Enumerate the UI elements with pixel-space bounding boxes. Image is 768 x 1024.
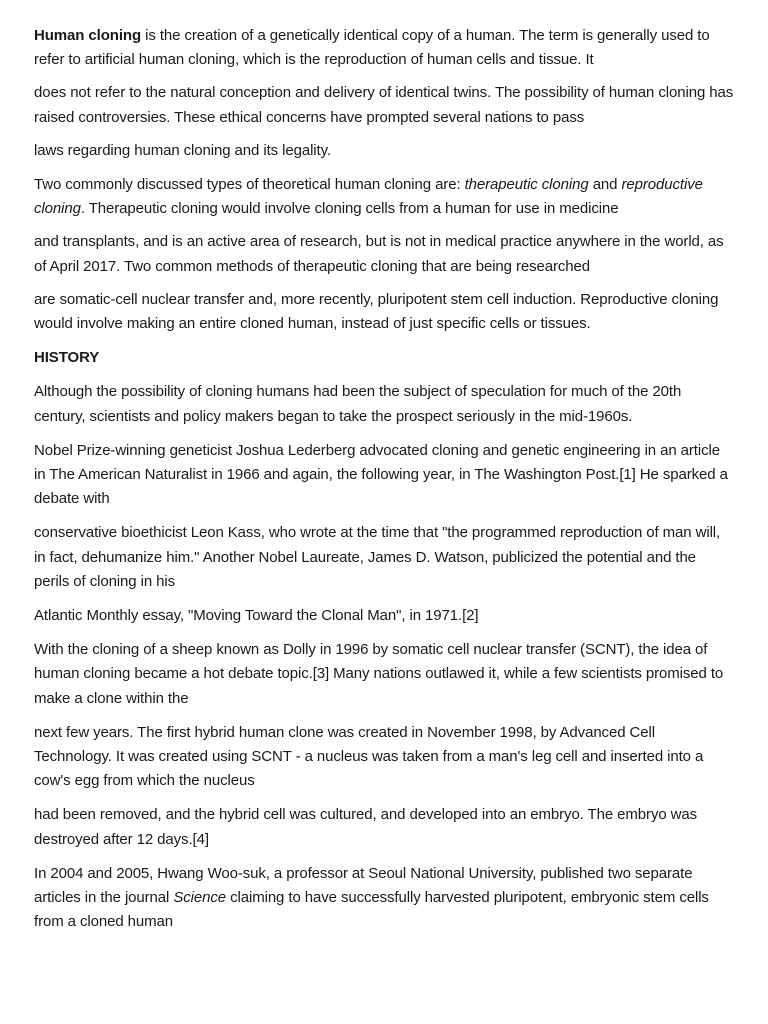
paragraph-embryo: had been removed, and the hybrid cell was cultured, and developed into an embryo. The embryo was destroyed after 12 days.[4] <box>34 806 698 848</box>
hwang-text-b: claiming to have successfully harvested pluripotent, embryonic stem cells from a cloned human <box>34 889 709 931</box>
paragraph-kass: conservative bioethicist Leon Kass, who wrote at the time that "the programmed reproduction of man will, in fact, dehumanize him." Another Nobel Laureate, James D. Watson, publicized the potential and the perils of cloning in his <box>34 524 721 590</box>
paragraph-types <box>34 173 734 221</box>
paragraph-lederberg: Nobel Prize-winning geneticist Joshua Lederberg advocated cloning and genetic engineering in an article in The American Naturalist in 1966 and again, the following year, in The Washington Post.[1] He sparked a debate with <box>34 441 728 508</box>
paragraph-hybrid-clone: next few years. The first hybrid human clone was created in November 1998, by Advanced Cell Technology. It was created using SCNT - a nucleus was taken from a man's leg cell and inserted into a cow's egg from which the nucleus <box>34 723 704 790</box>
types-text-b: and <box>588 176 622 194</box>
term-reproductive-cloning: reproductive cloning <box>34 176 703 218</box>
paragraph-speculation: Although the possibility of cloning humans had been the subject of speculation for much of the 20th century, scientists and policy makers began to take the prospect seriously in the mid-1960s. <box>34 383 682 425</box>
term-human-cloning: Human cloning <box>34 27 142 44</box>
document-page <box>34 24 734 935</box>
paragraph-hwang <box>34 862 734 935</box>
paragraph-atlantic: Atlantic Monthly essay, "Moving Toward the Clonal Man", in 1971.[2] <box>34 607 479 625</box>
paragraph-intro <box>34 24 734 72</box>
heading-history: HISTORY <box>34 349 100 367</box>
types-text-a: Two commonly discussed types of theoretical human cloning are: <box>34 176 465 194</box>
paragraph-transplants: and transplants, and is an active area of research, but is not in medical practice anywhere in the world, as of April 2017. Two common methods of therapeutic cloning that are being researched <box>34 233 724 275</box>
journal-science: Science <box>173 889 227 907</box>
paragraph-methods: are somatic-cell nuclear transfer and, more recently, pluripotent stem cell induction. Reproductive cloning would involve making an entire cloned human, instead of just specific cells or tissues. <box>34 290 719 333</box>
paragraph-twins: does not refer to the natural conception and delivery of identical twins. The possibility of human cloning has raised controversies. These ethical concerns have prompted several nations to pass <box>34 84 734 126</box>
intro-text: is the creation of a genetically identical copy of a human. The term is generally used to refer to artificial human cloning, which is the reproduction of human cells and tissue. It <box>34 27 710 69</box>
paragraph-laws: laws regarding human cloning and its legality. <box>34 141 331 159</box>
hwang-text-a: In 2004 and 2005, Hwang Woo-suk, a professor at Seoul National University, published two separate articles in the journal <box>34 864 693 907</box>
term-therapeutic-cloning: therapeutic cloning <box>464 176 589 194</box>
types-text-c: . Therapeutic cloning would involve cloning cells from a human for use in medicine <box>80 200 619 218</box>
paragraph-dolly: With the cloning of a sheep known as Dolly in 1996 by somatic cell nuclear transfer (SCNT), the idea of human cloning became a hot debate topic.[3] Many nations outlawed it, while a few scientists promised to make a clone within the <box>34 641 724 707</box>
